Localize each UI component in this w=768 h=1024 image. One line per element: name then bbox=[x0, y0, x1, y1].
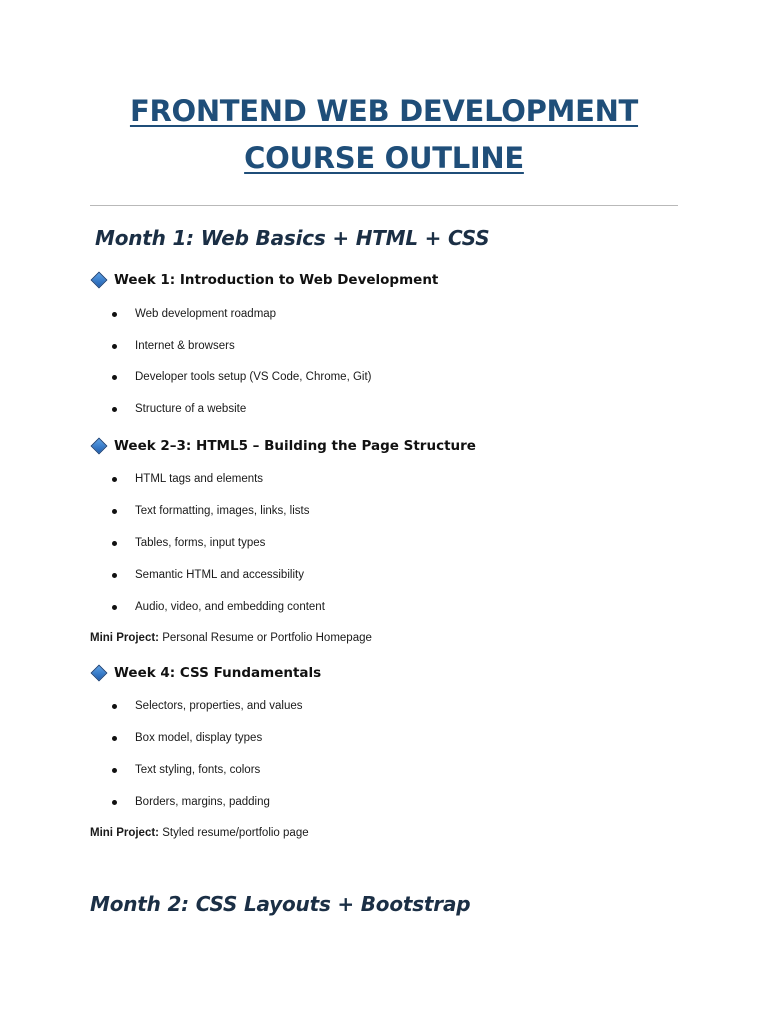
bullet-icon bbox=[112, 768, 117, 773]
week-2-3-heading bbox=[90, 438, 476, 454]
list-item bbox=[112, 700, 302, 712]
bullet-icon bbox=[112, 605, 117, 610]
mini-project-text: Personal Resume or Portfolio Homepage bbox=[162, 632, 372, 644]
list-item bbox=[112, 796, 270, 808]
week-4-heading bbox=[90, 665, 321, 681]
list-item-text: Box model, display types bbox=[135, 732, 263, 744]
bullet-icon bbox=[112, 704, 117, 709]
bullet-icon bbox=[112, 407, 117, 412]
document-title-line-2: COURSE OUTLINE bbox=[244, 141, 524, 175]
bullet-icon bbox=[112, 800, 117, 805]
list-item bbox=[112, 505, 309, 517]
blue-diamond-icon bbox=[91, 272, 108, 289]
list-item-text: HTML tags and elements bbox=[135, 473, 264, 485]
list-item-text: Tables, forms, input types bbox=[135, 537, 266, 549]
mini-project-text: Styled resume/portfolio page bbox=[162, 827, 309, 839]
bullet-icon bbox=[112, 312, 117, 317]
list-item bbox=[112, 308, 276, 320]
list-item-text: Developer tools setup (VS Code, Chrome, Git) bbox=[135, 371, 372, 383]
week-1-heading bbox=[90, 272, 438, 288]
week-2-3-heading-text: Week 2–3: HTML5 – Building the Page Structure bbox=[114, 438, 476, 454]
bullet-icon bbox=[112, 344, 117, 349]
bullet-icon bbox=[112, 375, 117, 380]
list-item-text: Text formatting, images, links, lists bbox=[135, 505, 310, 517]
mini-project-line bbox=[90, 632, 372, 644]
week-1-heading-text: Week 1: Introduction to Web Development bbox=[114, 272, 439, 288]
list-item-text: Text styling, fonts, colors bbox=[135, 764, 261, 776]
list-item bbox=[112, 371, 372, 383]
bullet-icon bbox=[112, 509, 117, 514]
document-title-line-1: FRONTEND WEB DEVELOPMENT bbox=[129, 94, 639, 128]
month-1-heading: Month 1: Web Basics + HTML + CSS bbox=[95, 226, 490, 250]
bullet-icon bbox=[112, 477, 117, 482]
bullet-icon bbox=[112, 573, 117, 578]
week-4-heading-text: Week 4: CSS Fundamentals bbox=[114, 665, 322, 681]
list-item bbox=[112, 340, 235, 352]
list-item-text: Selectors, properties, and values bbox=[135, 700, 303, 712]
list-item-text: Borders, margins, padding bbox=[135, 796, 270, 808]
list-item bbox=[112, 569, 304, 581]
bullet-icon bbox=[112, 736, 117, 741]
list-item bbox=[112, 473, 263, 485]
bullet-icon bbox=[112, 541, 117, 546]
list-item-text: Structure of a website bbox=[135, 403, 247, 415]
month-2-heading: Month 2: CSS Layouts + Bootstrap bbox=[90, 892, 471, 916]
mini-project-label: Mini Project: bbox=[90, 632, 160, 644]
list-item bbox=[112, 537, 265, 549]
list-item bbox=[112, 732, 262, 744]
list-item-text: Internet & browsers bbox=[135, 340, 235, 352]
horizontal-divider bbox=[90, 205, 678, 206]
list-item-text: Semantic HTML and accessibility bbox=[135, 569, 304, 581]
list-item bbox=[112, 601, 325, 613]
list-item bbox=[112, 403, 246, 415]
blue-diamond-icon bbox=[91, 665, 108, 682]
blue-diamond-icon bbox=[91, 438, 108, 455]
mini-project-line bbox=[90, 827, 309, 839]
mini-project-label: Mini Project: bbox=[90, 827, 160, 839]
list-item bbox=[112, 764, 260, 776]
list-item-text: Audio, video, and embedding content bbox=[135, 601, 325, 613]
list-item-text: Web development roadmap bbox=[135, 308, 277, 320]
